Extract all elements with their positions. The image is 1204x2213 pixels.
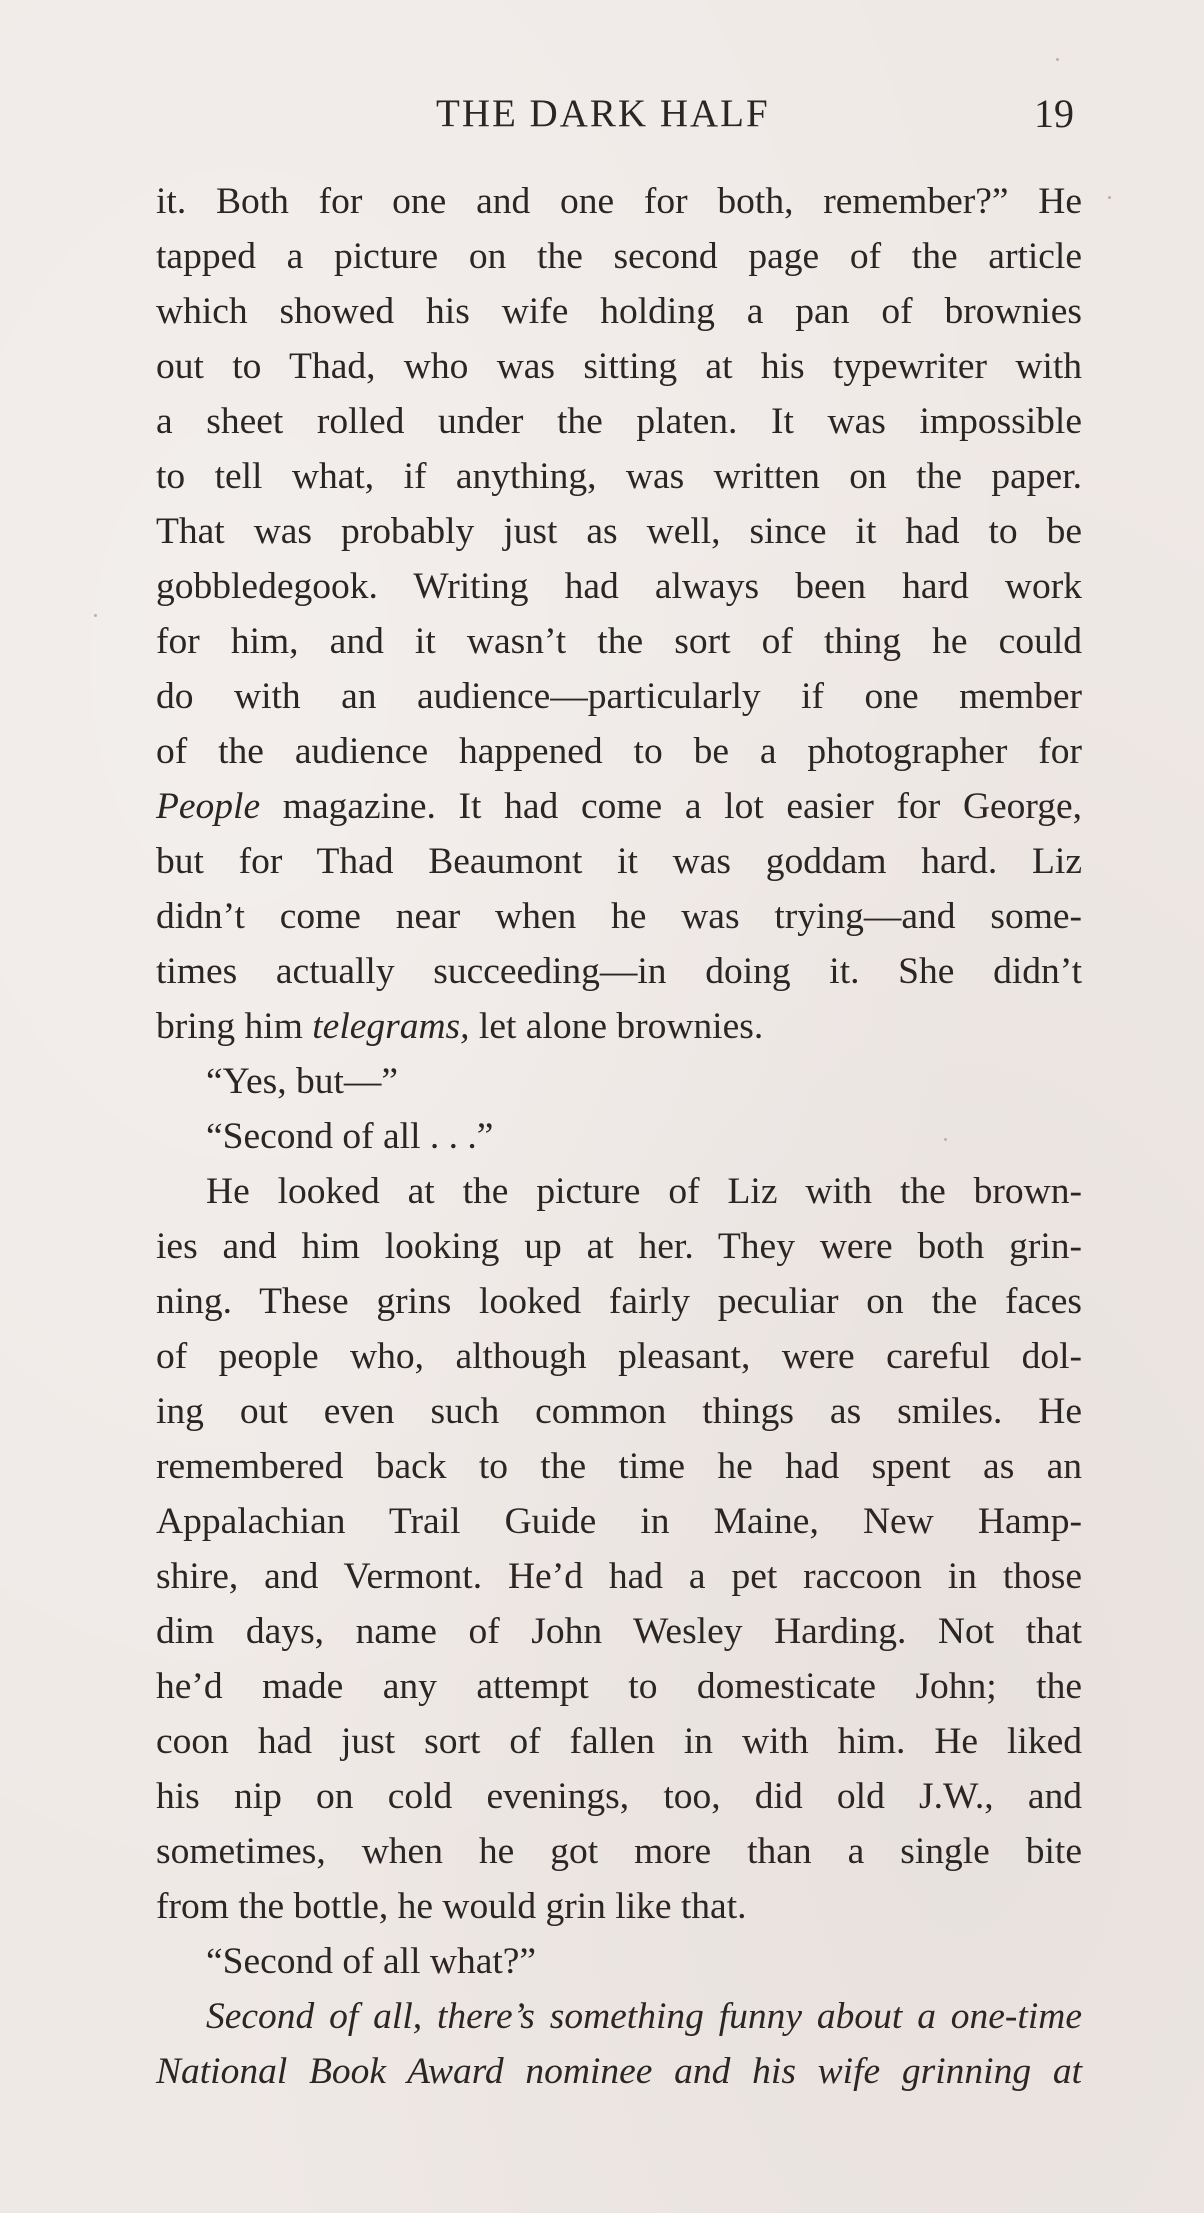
paper-speck — [1056, 58, 1059, 61]
dialogue-line: “Second of all what?” — [206, 1941, 537, 1982]
text-line: didn’t come near when he was trying—and some- — [156, 896, 1082, 937]
text-line: out to Thad, who was sitting at his typewriter with — [156, 346, 1082, 387]
text-line: remembered back to the time he had spent as an — [156, 1446, 1082, 1487]
text-line: which showed his wife holding a pan of brownies — [156, 291, 1082, 332]
text-line: coon had just sort of fallen in with him. He liked — [156, 1721, 1082, 1762]
text-line: it. Both for one and one for both, remember?” He — [156, 181, 1082, 222]
text-line: he’d made any attempt to domesticate John; the — [156, 1666, 1082, 1707]
text-line: of people who, although pleasant, were careful dol- — [156, 1336, 1082, 1377]
text-line: to tell what, if anything, was written on the paper. — [156, 456, 1082, 497]
body-text — [156, 174, 1082, 2099]
italic-word: telegrams, — [312, 1006, 470, 1047]
text-line: from the bottle, he would grin like that. — [156, 1886, 747, 1927]
page-number: 19 — [1034, 91, 1074, 136]
text-line: tapped a picture on the second page of the article — [156, 236, 1082, 277]
text-line: People magazine. It had come a lot easier for George, — [156, 786, 1082, 827]
text-line: gobbledegook. Writing had always been hard work — [156, 566, 1082, 607]
text-line: a sheet rolled under the platen. It was impossible — [156, 401, 1082, 442]
text-line: shire, and Vermont. He’d had a pet raccoon in those — [156, 1556, 1082, 1597]
text-line: ning. These grins looked fairly peculiar on the faces — [156, 1281, 1082, 1322]
text-line: Appalachian Trail Guide in Maine, New Hamp- — [156, 1501, 1082, 1542]
text-line: sometimes, when he got more than a single bite — [156, 1831, 1082, 1872]
page-header — [0, 84, 1204, 144]
italic-thought-line: National Book Award nominee and his wife grinning at — [156, 2051, 1082, 2092]
text-line: bring him telegrams, let alone brownies. — [156, 1006, 764, 1047]
paper-speck — [94, 614, 97, 617]
text-line: for him, and it wasn’t the sort of thing he could — [156, 621, 1082, 662]
text-line: dim days, name of John Wesley Harding. Not that — [156, 1611, 1082, 1652]
text-line: of the audience happened to be a photographer for — [156, 731, 1082, 772]
italic-magazine-title: People — [156, 786, 261, 827]
italic-thought-line: Second of all, there’s something funny about a one-time — [206, 1996, 1082, 2037]
text-line: do with an audience—particularly if one member — [156, 676, 1082, 717]
text-line: his nip on cold evenings, too, did old J.W., and — [156, 1776, 1082, 1817]
running-title: THE DARK HALF — [436, 92, 770, 135]
text-line: but for Thad Beaumont it was goddam hard. Liz — [156, 841, 1082, 882]
dialogue-line: “Yes, but—” — [206, 1061, 399, 1102]
paper-speck — [944, 1138, 947, 1141]
text-line: times actually succeeding—in doing it. She didn’t — [156, 951, 1082, 992]
dialogue-line: “Second of all . . .” — [206, 1116, 494, 1157]
text-line: ies and him looking up at her. They were both grin- — [156, 1226, 1082, 1267]
paper-speck — [1108, 196, 1111, 199]
text-line: That was probably just as well, since it had to be — [156, 511, 1082, 552]
paragraph-start-line: He looked at the picture of Liz with the brown- — [206, 1171, 1082, 1212]
text-line: ing out even such common things as smiles. He — [156, 1391, 1082, 1432]
